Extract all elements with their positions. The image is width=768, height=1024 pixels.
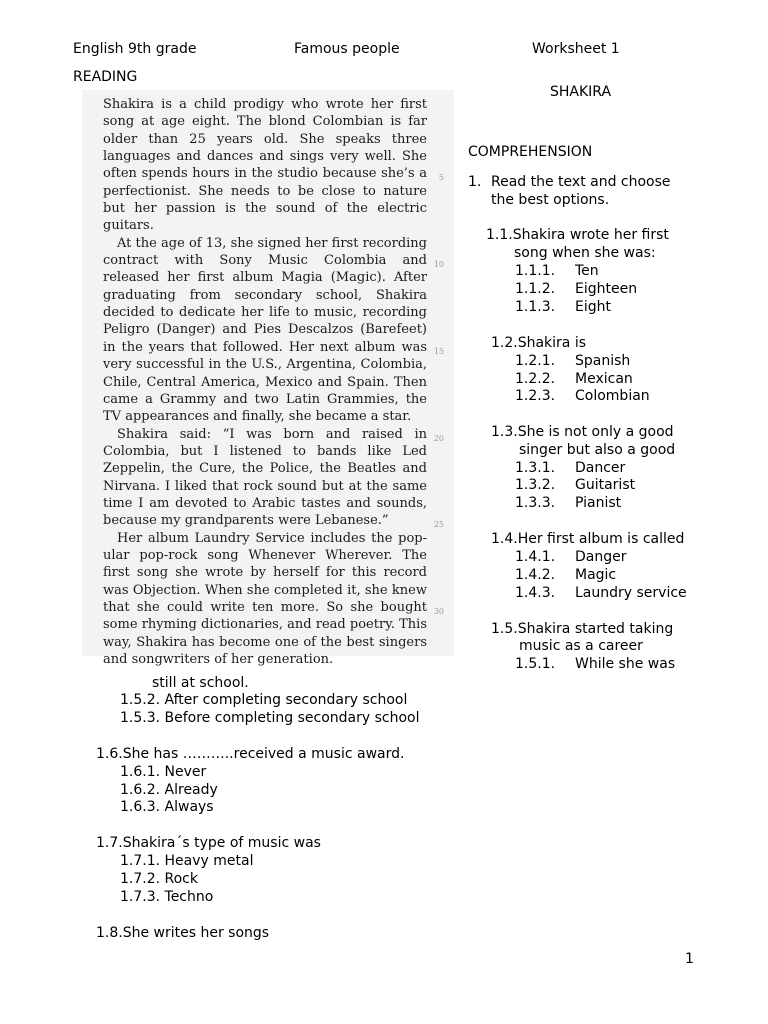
option-text: Mexican xyxy=(575,371,633,387)
page-number: 1 xyxy=(685,951,694,967)
option-number: 1.1.1. xyxy=(515,263,556,279)
question-text: the best options. xyxy=(491,192,610,208)
comprehension-heading: COMPREHENSION xyxy=(468,144,593,160)
option-text: Eighteen xyxy=(575,281,638,297)
option-text: Guitarist xyxy=(575,477,636,493)
line-number: 25 xyxy=(433,520,444,529)
header-worksheet: Worksheet 1 xyxy=(532,41,620,57)
question-1-2: 1.2.Shakira is xyxy=(491,335,587,351)
question-1-7: 1.7.Shakira´s type of music was xyxy=(96,835,321,851)
option-1-6-2: 1.6.2. Already xyxy=(120,782,218,798)
option-number: 1.4.3. xyxy=(515,585,556,601)
option-1-7-1: 1.7.1. Heavy metal xyxy=(120,853,254,869)
option-number: 1.3.1. xyxy=(515,460,556,476)
line-number: 30 xyxy=(433,607,444,616)
line-number: 10 xyxy=(433,260,444,269)
option-number: 1.1.2. xyxy=(515,281,556,297)
option-text: Colombian xyxy=(575,388,650,404)
option-1-5-2: 1.5.2. After completing secondary school xyxy=(120,692,408,708)
option-text: Pianist xyxy=(575,495,622,511)
passage-text xyxy=(103,96,427,668)
option-number: 1.4.1. xyxy=(515,549,556,565)
option-text: Danger xyxy=(575,549,627,565)
option-1-7-3: 1.7.3. Techno xyxy=(120,889,214,905)
question-1-3-cont: singer but also a good xyxy=(519,442,676,458)
question-1-1: 1.1.Shakira wrote her first xyxy=(486,227,669,243)
passage-paragraph: At the age of 13, she signed her first recording contract with Sony Music Colombia and released her first album Magia (Magic). After graduating from secondary school, Shakira decided to dedicate her life to music, recording Peligro (Danger) and Pies Descalzos (Barefeet) in the years that followed. Her next album was very successful in the U.S., Argentina, Colombia, Chile, Central America, Mexico and Spain. Then came a Grammy and two Latin Grammies, the TV appearances and finally, she became a star. xyxy=(103,235,427,425)
question-1-4: 1.4.Her first album is called xyxy=(491,531,685,547)
option-number: 1.5.1. xyxy=(515,656,556,672)
line-number: 20 xyxy=(433,434,444,443)
question-1-1-cont: song when she was: xyxy=(514,245,656,261)
option-1-7-2: 1.7.2. Rock xyxy=(120,871,198,887)
question-text: Read the text and choose xyxy=(491,174,671,190)
line-number: 5 xyxy=(438,173,444,182)
option-number: 1.1.3. xyxy=(515,299,556,315)
question-1-3: 1.3.She is not only a good xyxy=(491,424,674,440)
question-number: 1. xyxy=(468,174,482,190)
passage-paragraph: Shakira is a child prodigy who wrote her first song at age eight. The blond Colombian is far older than 25 years old. She speaks three languages and dances and sings very well. She often spends hours in the studio because she’s a perfectionist. She needs to be close to nature but her passion is the sound of the electric guitars. xyxy=(103,97,427,234)
option-number: 1.3.2. xyxy=(515,477,556,493)
reading-label: READING xyxy=(73,69,138,85)
option-text: Spanish xyxy=(575,353,631,369)
line-number: 15 xyxy=(433,347,444,356)
option-text: Eight xyxy=(575,299,611,315)
question-1-5: 1.5.Shakira started taking xyxy=(491,621,674,637)
option-number: 1.4.2. xyxy=(515,567,556,583)
page-title: SHAKIRA xyxy=(550,84,612,100)
option-text: Laundry service xyxy=(575,585,687,601)
option-number: 1.2.3. xyxy=(515,388,556,404)
option-number: 1.2.1. xyxy=(515,353,556,369)
option-text: Dancer xyxy=(575,460,626,476)
option-continuation: still at school. xyxy=(152,675,249,691)
option-1-6-1: 1.6.1. Never xyxy=(120,764,207,780)
passage-paragraph: Shakira said: “I was born and raised in Colombia, but I listened to bands like Led Zeppelin, the Cure, the Police, the Beatles and Nirvana. I liked that rock sound but at the same time I am devoted to Arabic tastes and sounds, because my grandparents were Lebanese.” xyxy=(103,426,427,529)
option-text: Ten xyxy=(575,263,599,279)
header-subject: English 9th grade xyxy=(73,41,197,57)
question-1-6: 1.6.She has ………..received a music award. xyxy=(96,746,405,762)
header-topic: Famous people xyxy=(294,41,400,57)
option-number: 1.3.3. xyxy=(515,495,556,511)
reading-passage-scan xyxy=(82,90,454,667)
question-1-5-cont: music as a career xyxy=(519,638,643,654)
option-number: 1.2.2. xyxy=(515,371,556,387)
passage-paragraph: Her album Laundry Service includes the pop-ular pop-rock song Whenever Wherever. The first song she wrote by herself for this record was Objection. When she completed it, she knew that she could write ten more. So she bought some rhyming dictionaries, and read poetry. This way, Shakira has become one of the best singers and songwriters of her generation. xyxy=(103,530,427,667)
question-1-8: 1.8.She writes her songs xyxy=(96,925,270,941)
option-1-5-3: 1.5.3. Before completing secondary school xyxy=(120,710,420,726)
option-text: Magic xyxy=(575,567,617,583)
option-1-6-3: 1.6.3. Always xyxy=(120,799,214,815)
option-text: While she was xyxy=(575,656,676,672)
